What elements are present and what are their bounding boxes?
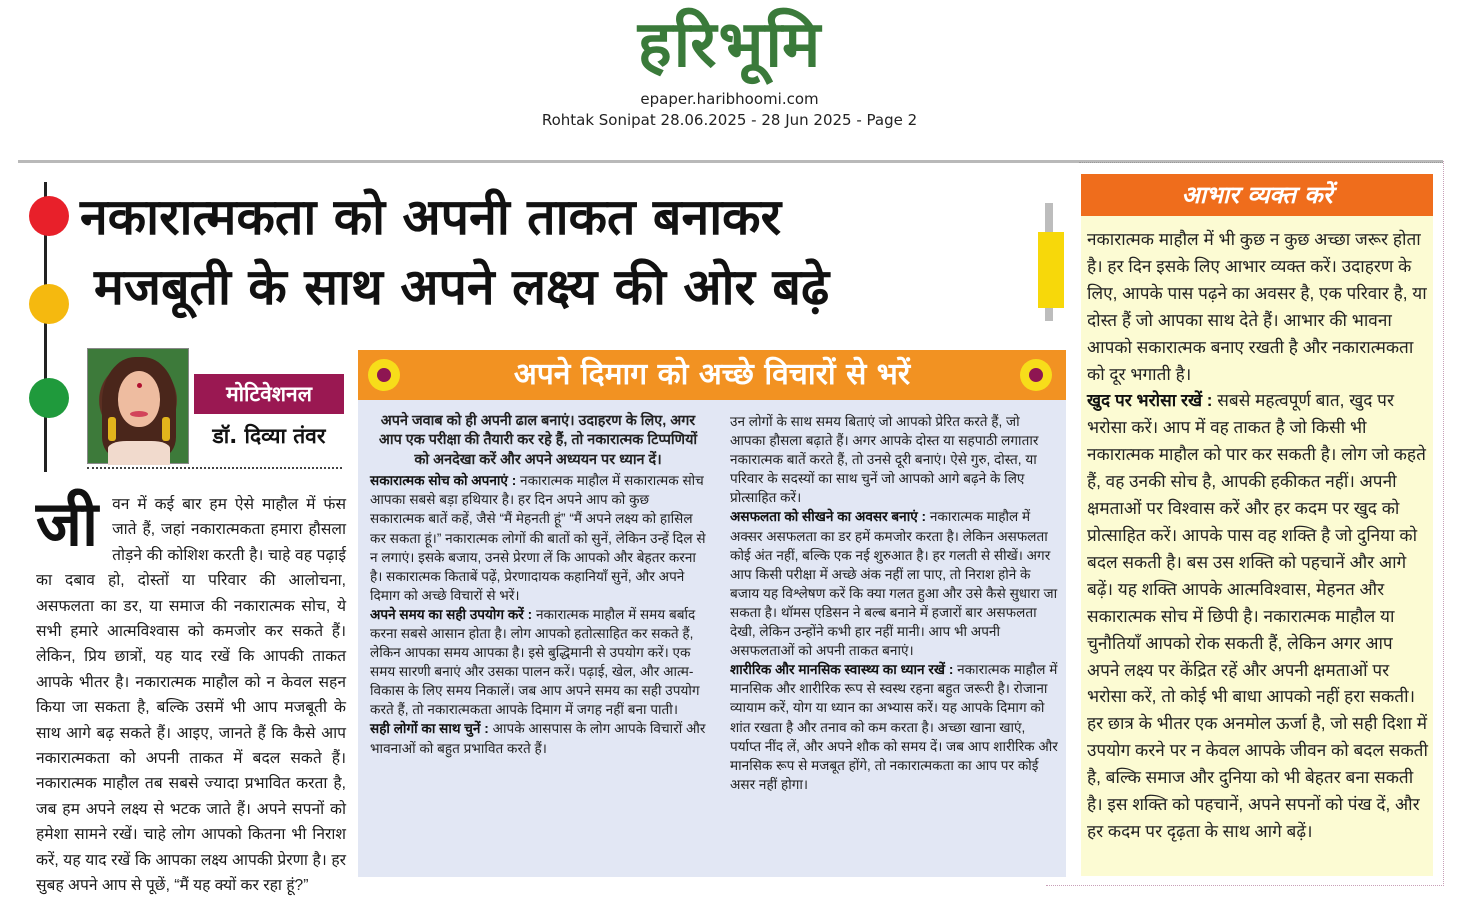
sidebar-hatch-divider [1079,162,1443,167]
sidebar-box [1081,174,1433,876]
column2-intro: उन लोगों के साथ समय बिताएं जो आपको प्रेरित करते हैं, जो आपका हौसला बढ़ाते हैं। अगर आपके दोस्त या सहपाठी लगातार नकारात्मक बातें करते हैं, तो उनसे दूरी बनाएं। ऐसे गुरु, दोस्त, या परिवार के सदस्यों का साथ चुनें जो आपको आगे बढ़ने के लिए प्रोत्साहित करें। [730,414,1039,506]
banner-dot-left-icon [368,359,400,391]
headline-line-1: नकारात्मकता को अपनी ताकत बनाकर [80,188,782,246]
site-url[interactable]: epaper.haribhoomi.com [640,90,819,108]
center-feature-box [358,350,1066,877]
edition-line: Rohtak Sonipat 28.06.2025 - 28 Jun 2025 - Page 2 [541,111,918,129]
photo-bindi [137,383,142,388]
section-body: नकारात्मक माहौल में सकारात्मक सोच आपका सबसे बड़ा हथियार है। हर दिन अपने आप को कुछ सकारात्मक बातें कहें, जैसे “मैं मेहनती हूं” “मैं अपने लक्ष्य को हासिल कर सकता हूं।” नकारात्मक लोगों की बातों को सुनें, लेकिन उन्हें दिल से न लगाएं। इसके बजाय, उनसे प्रेरणा लें कि आपको और बेहतर करना है। सकारात्मक किताबें पढ़ें, प्रेरणादायक कहानियाँ सुनें, और अपने दिमाग को अच्छे विचारों से भरें। [370,473,706,603]
section-body: नकारात्मक माहौल में अक्सर असफलता का डर हमें कमजोर करता है। लेकिन असफलता कोई अंत नहीं, बल्कि एक नई शुरुआत है। हर गलती से सीखें। अगर आप किसी परीक्षा में अच्छे अंक नहीं ला पाए, तो निराश होने के बजाय यह विश्लेषण करें कि क्या गलत हुआ और उसे कैसे सुधारा जा सकता है। थॉमस एडिसन ने बल्ब बनाने में हजारों बार असफलता देखी, लेकिन उन्होंने कभी हार नहीं मानी। आप भी अपनी असफलताओं को अपनी ताकत बनाएं। [730,509,1058,659]
author-photo [87,348,189,464]
newspaper-logo[interactable]: हरिभूमि [637,8,823,82]
center-banner-title: अपने दिमाग को अच्छे विचारों से भरें [513,357,911,392]
photo-lips [130,411,148,417]
section-time-use [370,605,706,720]
center-column-2 [730,412,1058,794]
author-divider [87,467,342,469]
section-health [730,660,1058,794]
section-body: आपके आसपास के लोग आपके विचारों और भावनाओं को बहुत प्रभावित करते हैं। [370,721,706,756]
lead-article-text: वन में कई बार हम ऐसे माहौल में फंस जाते हैं, जहां नकारात्मकता हमारा हौसला तोड़ने की कोशिश करती है। चाहे वह पढ़ाई का दबाव हो, दोस्तों या परिवार की आलोचना, असफलता का डर, या समाज की नकारात्मक सोच, ये सभी हमारे आत्मविश्वास को कमजोर कर सकते हैं। लेकिन, प्रिय छात्रों, यह याद रखें कि आपकी ताकत आपके भीतर है। नकारात्मक माहौल को न केवल सहन किया जा सकता है, बल्कि उसमें भी आप मजबूती के साथ आगे बढ़ सकते हैं। आइए, जानते हैं कि कैसे आप नकारात्मकता को अपनी ताकत में बदल सकते हैं। नकारात्मक माहौल तब सबसे ज्यादा प्रभावित करता है, जब हम अपने लक्ष्य से भटक जाते हैं। अपने सपनों को हमेशा सामने रखें। चाहे लोग आपको कितना भी निराश करें, यह याद रखें कि आपका लक्ष्य आपकी प्रेरणा है। हर सुबह अपने आप से पूछें, “मैं यह क्यों कर रहा हूं?” [36,496,346,895]
yellow-dot-icon [29,284,69,324]
photo-clothing [108,441,170,465]
section-body: नकारात्मक माहौल में मानसिक और शारीरिक रूप से स्वस्थ रहना बहुत जरूरी है। रोजाना व्यायाम करें, योग या ध्यान का अभ्यास करें। यह आपके दिमाग को शांत रखता है और तनाव को कम करता है। अच्छा खाना खाएं, पर्याप्त नींद लें, और अपने शौक को समय दें। जब आप शारीरिक और मानसिक रूप से मजबूत होंगे, तो नकारात्मकता का आप पर कोई असर नहीं होगा। [730,662,1058,792]
section-heading: असफलता को सीखने का अवसर बनाएं : [730,509,927,525]
sidebar-banner-title: आभार व्यक्त करें [1081,174,1433,216]
author-name: डॉ. दिव्या तंवर [212,424,326,448]
section-heading: शारीरिक और मानसिक स्वास्थ्य का ध्यान रखें : [730,662,954,678]
sidebar-section-heading: खुद पर भरोसा रखें : [1087,390,1213,411]
headline-line-2: मजबूती के साथ अपने लक्ष्य की ओर बढ़े [94,258,830,316]
column-tag: मोटिवेशनल [194,374,344,414]
green-dot-icon [29,378,69,418]
photo-earring-left [108,417,116,441]
dropcap: जी [36,490,99,559]
lead-article [36,492,346,899]
center-banner [358,350,1066,400]
photo-earring-right [162,417,170,441]
photo-face [118,371,160,427]
section-heading: सही लोगों का साथ चुनें : [370,721,489,737]
center-column-1 [370,412,706,758]
red-dot-icon [29,196,69,236]
section-positive-thinking [370,471,706,605]
sidebar-section-body: सबसे महत्वपूर्ण बात, खुद पर भरोसा करें। आप में वह ताकत है जो किसी भी नकारात्मक माहौल को पार कर सकती है। लोग जो कहते हैं, वह उनकी सोच है, आपकी हकीकत नहीं। अपनी क्षमताओं पर विश्वास करें और हर कदम पर खुद को प्रोत्साहित करें। आपके पास वह शक्ति है जो दुनिया को बदल सकती है। बस उस शक्ति को पहचानें और आगे बढ़ें। यह शक्ति आपके आत्मविश्वास, मेहनत और सकारात्मक सोच में छिपी है। नकारात्मक माहौल या चुनौतियाँ आपको रोक सकती हैं, लेकिन अगर आप अपने लक्ष्य पर केंद्रित रहें और अपनी क्षमताओं पर भरोसा करें, तो कोई भी बाधा आपको नहीं हरा सकती। हर छात्र के भीतर एक अनमोल ऊर्जा है, जो सही दिशा में उपयोग करने पर न केवल आपके जीवन को बदल सकती है, बल्कि समाज और दुनिया को भी बेहतर बना सकती है। इस शक्ति को पहचानें, अपने सपनों को पंख दें, और हर कदम पर दृढ़ता के साथ आगे बढ़ें। [1087,390,1428,841]
sidebar-intro: नकारात्मक माहौल में भी कुछ न कुछ अच्छा जरूर होता है। हर दिन इसके लिए आभार व्यक्त करें। उदाहरण के लिए, आपके पास पढ़ने का अवसर है, एक परिवार है, या दोस्त हैं जो आपका साथ देते हैं। आभार की भावना आपको सकारात्मक बनाए रखती है और नकारात्मकता को दूर भगाती है। [1087,229,1427,384]
column1-intro: अपने जवाब को ही अपनी ढाल बनाएं। उदाहरण के लिए, अगर आप एक परीक्षा की तैयारी कर रहे हैं, तो नकारात्मक टिप्पणियों को अनदेखा करें और अपने अध्ययन पर ध्यान दें। [378,413,698,468]
section-heading: सकारात्मक सोच को अपनाएं : [370,473,517,489]
masthead [0,0,1459,140]
article-headline [80,182,1040,322]
sidebar-text [1087,226,1429,845]
section-body: नकारात्मक माहौल में समय बर्बाद करना सबसे आसान होता है। लोग आपको हतोत्साहित कर सकते हैं, लेकिन आपका समय आपका है। इसे बुद्धिमानी से उपयोग करें। एक समय सारणी बनाएं और उसका पालन करें। पढ़ाई, खेल, और आत्म-विकास के लिए समय निकालें। जब आप अपने समय का सही उपयोग करते हैं, तो नकारात्मकता आपके दिमाग में जगह नहीं बना पाती। [370,606,700,718]
section-right-people [370,719,706,757]
section-failure-learning [730,507,1058,660]
section-heading: अपने समय का सही उपयोग करें : [370,606,533,622]
